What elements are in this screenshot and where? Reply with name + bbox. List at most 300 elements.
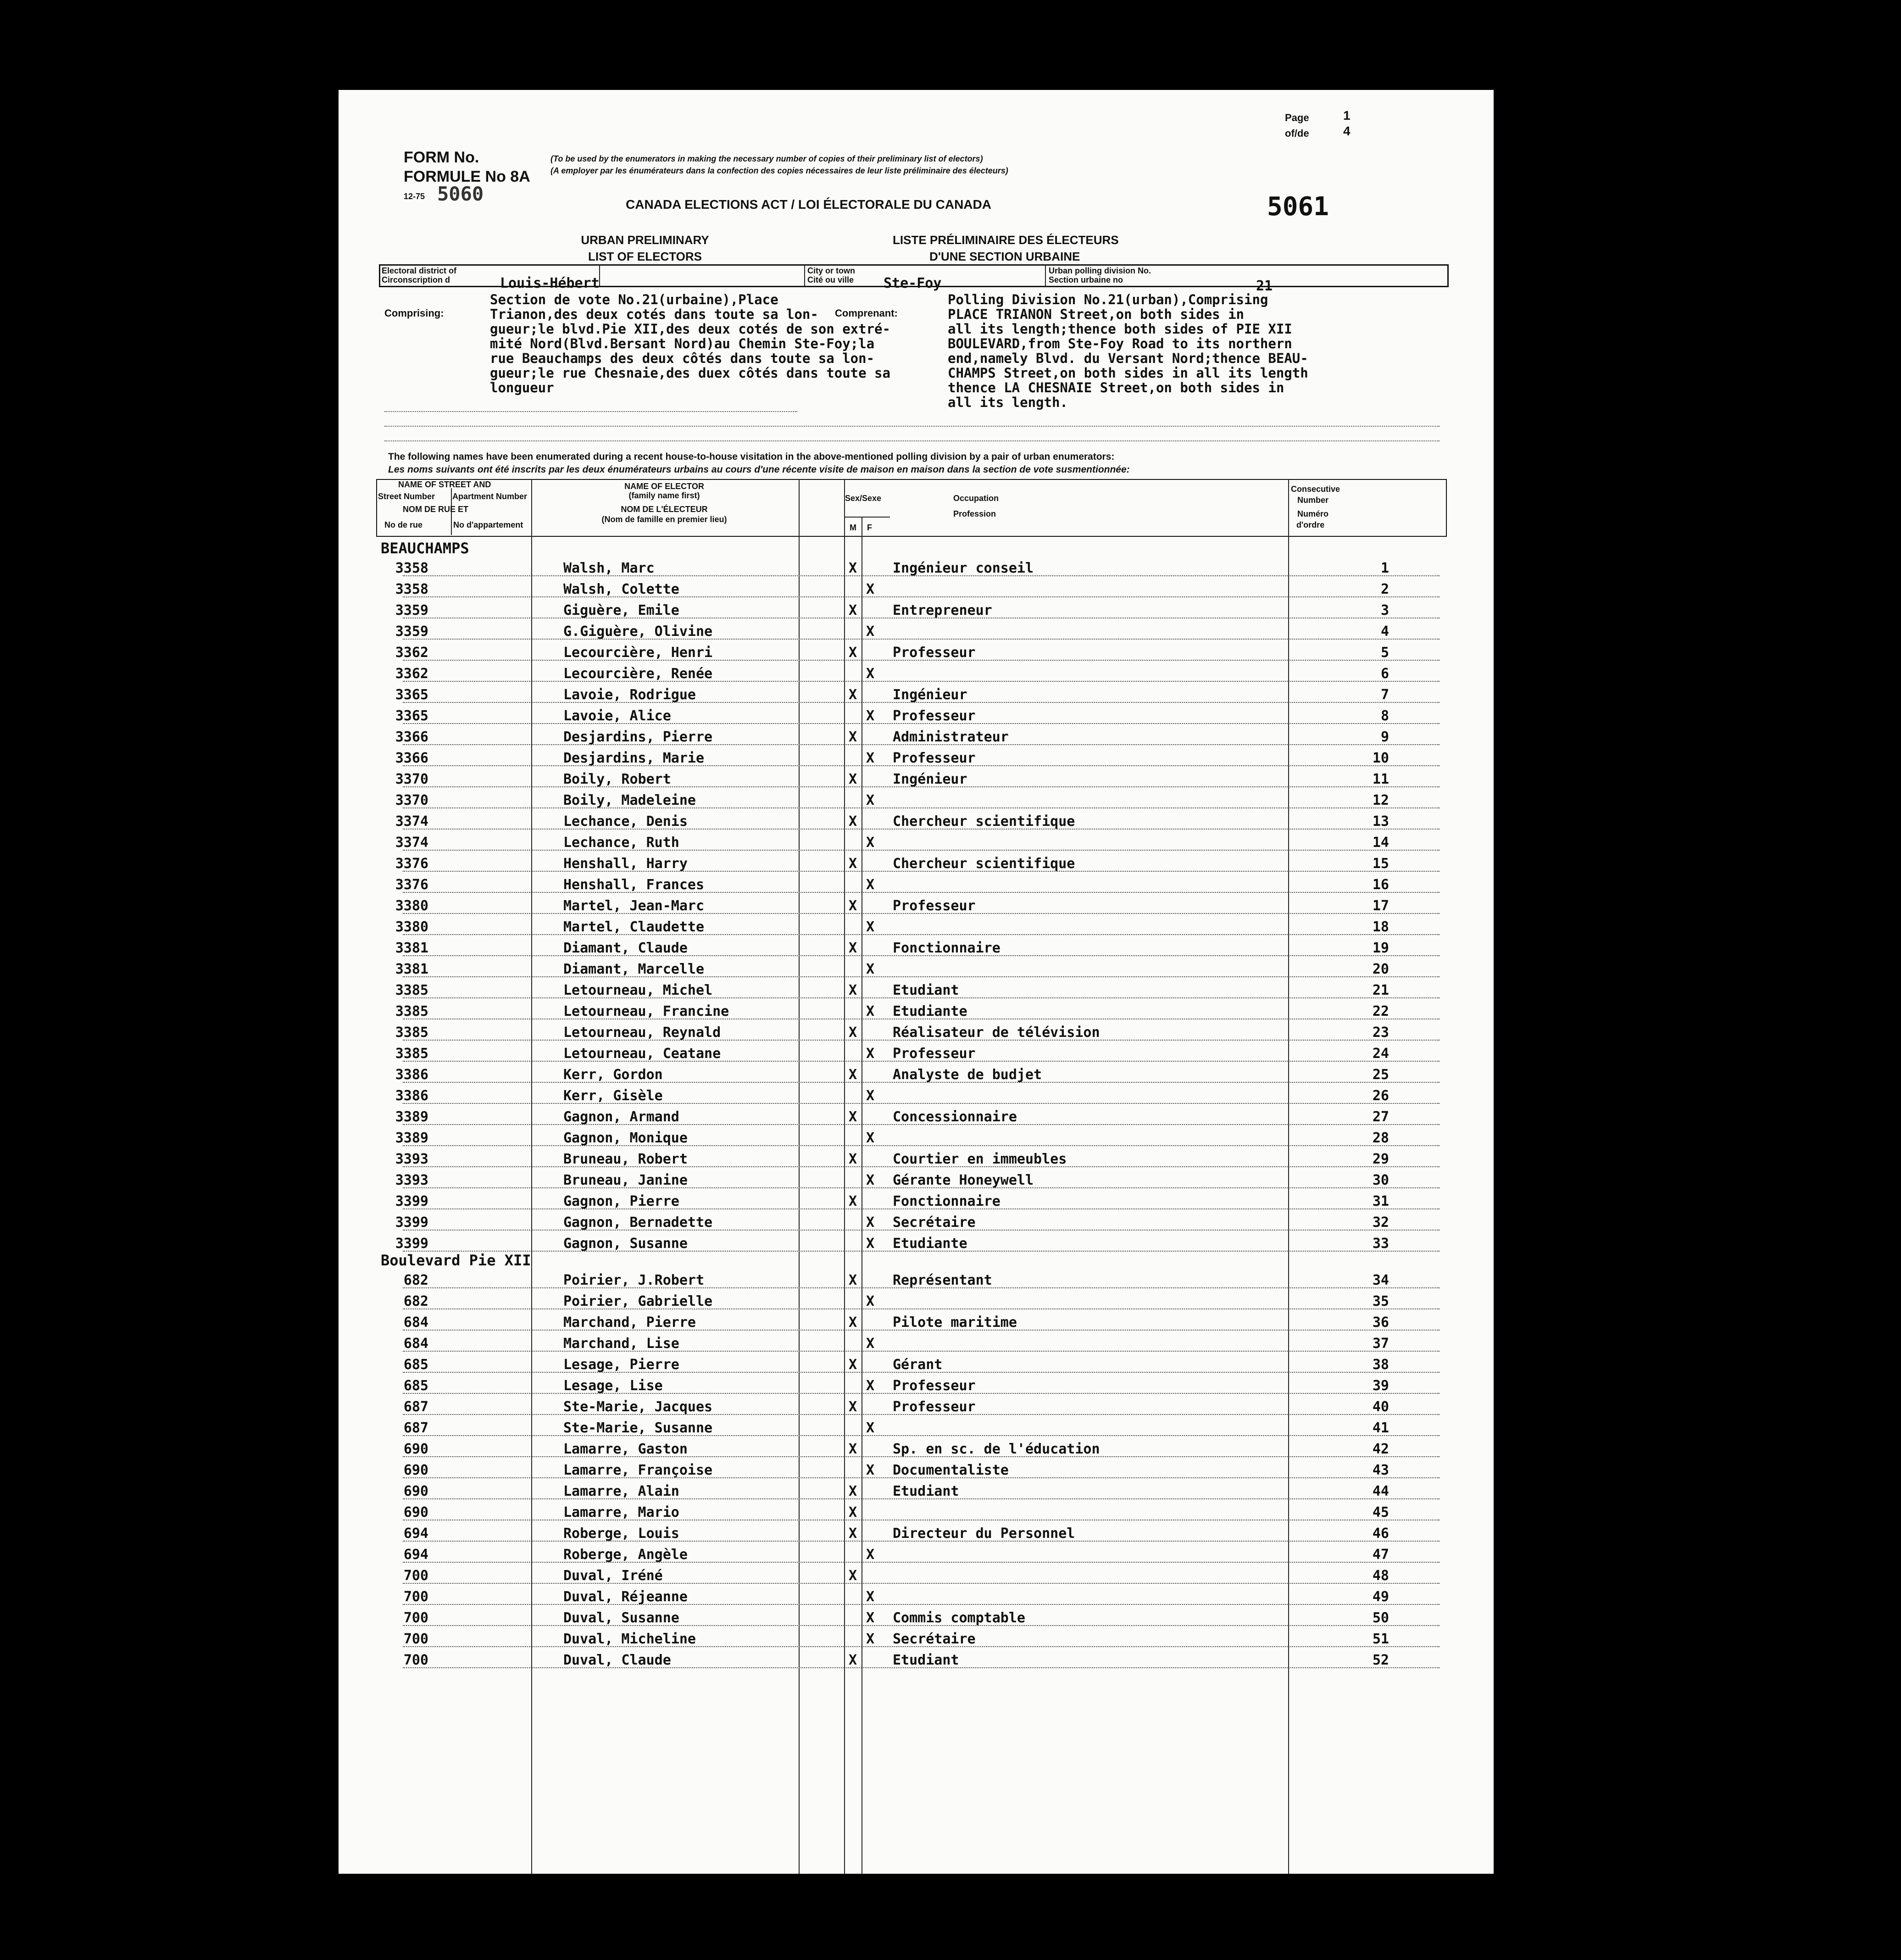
consecutive-number: 8 (1380, 708, 1389, 724)
occupation: Gérant (893, 1357, 943, 1373)
elector-name: Ste-Marie, Susanne (563, 1420, 713, 1436)
street-number: 687 (403, 1420, 428, 1436)
sex-male: X (849, 1652, 857, 1668)
occupation: Etudiante (893, 1236, 967, 1252)
occupation: Administrateur (893, 729, 1009, 745)
elector-name: Desjardins, Pierre (563, 729, 713, 745)
consecutive-number: 50 (1372, 1610, 1389, 1626)
sex-male: X (849, 1151, 857, 1167)
elector-name: Lechance, Denis (563, 813, 688, 830)
table-row (339, 1439, 1494, 1460)
occupation: Chercheur scientifique (893, 856, 1075, 872)
sex-male: X (849, 856, 857, 872)
consecutive-number: 26 (1372, 1088, 1389, 1104)
consecutive-number: 14 (1372, 835, 1389, 851)
table-row (339, 1565, 1494, 1587)
row-divider (403, 997, 1440, 998)
consecutive-number: 39 (1372, 1378, 1389, 1394)
sex-male: X (849, 813, 857, 830)
elector-name: Gagnon, Pierre (563, 1193, 679, 1209)
sex-female: X (866, 1236, 875, 1252)
sex-female: X (866, 1610, 875, 1626)
row-divider (403, 744, 1440, 745)
table-row (339, 1001, 1494, 1022)
form-no-label: FORM No. (404, 149, 479, 166)
occupation: Professeur (893, 708, 976, 724)
street-number: 685 (403, 1357, 428, 1373)
elector-name: Letourneau, Reynald (563, 1025, 721, 1041)
sex-male: X (849, 982, 857, 998)
consecutive-number: 16 (1372, 877, 1389, 893)
consecutive-number: 12 (1372, 792, 1389, 808)
sex-male: X (849, 645, 857, 661)
occupation: Etudiant (893, 1652, 959, 1668)
row-divider (403, 681, 1440, 682)
sex-female: X (866, 1214, 875, 1231)
street-number: 3399 (395, 1214, 428, 1231)
comprising-fr-line: gueur;le blvd.Pie XII,des deux cotés de son extré- (490, 321, 890, 337)
header-profession: Profession (953, 509, 996, 518)
header-sex: Sex/Sexe (845, 494, 882, 503)
elector-name: Walsh, Colette (563, 581, 679, 597)
street-number: 3370 (395, 792, 428, 808)
occupation: Concessionnaire (893, 1109, 1017, 1125)
occupation: Professeur (893, 898, 976, 914)
consecutive-number: 15 (1372, 856, 1389, 872)
elector-name: Duval, Claude (563, 1652, 671, 1668)
table-row (339, 1170, 1494, 1191)
sex-female: X (866, 961, 875, 977)
table-row (339, 1128, 1494, 1149)
street-number: 690 (403, 1504, 428, 1520)
sex-female: X (866, 877, 875, 893)
consecutive-number: 41 (1372, 1420, 1389, 1436)
comprising-fr-line: Section de vote No.21(urbaine),Place (490, 292, 778, 307)
sex-female: X (866, 1547, 875, 1563)
sex-female: X (866, 666, 875, 682)
row-divider (403, 723, 1440, 724)
row-divider (403, 1145, 1440, 1146)
elector-name: Marchand, Pierre (563, 1314, 696, 1331)
sex-male: X (849, 1568, 857, 1584)
sex-female: X (866, 708, 875, 724)
elector-name: Gagnon, Bernadette (563, 1214, 713, 1231)
row-divider (403, 1414, 1440, 1415)
occupation: Secrétaire (893, 1631, 976, 1647)
consecutive-number: 7 (1380, 687, 1389, 703)
elector-name: Boily, Robert (563, 771, 671, 787)
sex-female: X (866, 1003, 875, 1019)
table-row (339, 1270, 1494, 1291)
row-divider (403, 1393, 1440, 1394)
elector-name: Marchand, Lise (563, 1336, 679, 1352)
table-row (339, 1291, 1494, 1312)
table-row (339, 874, 1494, 896)
header-number: Number (1297, 496, 1329, 505)
sex-female: X (866, 1589, 875, 1605)
elector-name: Lamarre, Françoise (563, 1462, 713, 1478)
table-row (339, 1397, 1494, 1418)
consecutive-number: 29 (1372, 1151, 1389, 1167)
table-header (376, 479, 1447, 537)
elector-name: Henshall, Frances (563, 877, 705, 893)
row-divider (403, 660, 1440, 661)
elector-name: Lecourcière, Henri (563, 645, 713, 661)
table-row (339, 1312, 1494, 1333)
row-divider (403, 1230, 1440, 1231)
occupation: Directeur du Personnel (893, 1526, 1075, 1542)
consecutive-number: 10 (1372, 750, 1389, 766)
consecutive-number: 5 (1380, 645, 1389, 661)
header-name-en-sub: (family name first) (628, 491, 700, 500)
table-row (339, 1650, 1494, 1671)
elector-name: Bruneau, Janine (563, 1172, 688, 1188)
note-french: (A employer par les énumérateurs dans la confection des copies nécessaires de leur liste préliminaire des électeurs) (550, 166, 1008, 175)
street-number: 3358 (395, 560, 428, 576)
header-f: F (867, 523, 872, 532)
street-number: 684 (403, 1336, 428, 1352)
elector-name: Lesage, Pierre (563, 1357, 679, 1373)
page-total: 4 (1343, 124, 1351, 138)
elector-name: Lechance, Ruth (563, 835, 679, 851)
occupation: Etudiant (893, 1483, 959, 1499)
table-row (339, 1043, 1494, 1064)
sex-female: X (866, 750, 875, 766)
sex-female: X (866, 1420, 875, 1436)
elector-name: Giguère, Emile (563, 602, 679, 618)
street-number: 3385 (395, 1046, 428, 1062)
comprenant-label: Comprenant: (835, 307, 898, 319)
occupation: Secrétaire (893, 1214, 976, 1231)
sex-female: X (866, 1088, 875, 1104)
city-label-2: Cité ou ville (807, 275, 854, 284)
street-number: 3370 (395, 771, 428, 787)
row-divider (403, 850, 1440, 851)
consecutive-number: 9 (1380, 729, 1389, 745)
row-divider (403, 1456, 1440, 1457)
comprising-fr-line: longueur (490, 380, 554, 395)
sex-female: X (866, 1130, 875, 1146)
sex-female: X (866, 1172, 875, 1188)
elector-name: Gagnon, Monique (563, 1130, 688, 1146)
table-row (339, 1502, 1494, 1523)
row-divider (403, 1351, 1440, 1352)
row-divider (403, 1124, 1440, 1125)
consecutive-number: 45 (1372, 1504, 1389, 1520)
elector-name: Lamarre, Gaston (563, 1441, 688, 1457)
street-number: 694 (403, 1547, 428, 1563)
occupation: Ingénieur (893, 687, 967, 703)
row-divider (403, 1625, 1440, 1626)
act-title: CANADA ELECTIONS ACT / LOI ÉLECTORALE DU CANADA (626, 197, 991, 212)
table-row (339, 1629, 1494, 1650)
consecutive-number: 38 (1372, 1357, 1389, 1373)
sex-male: X (849, 729, 857, 745)
street-heading: BEAUCHAMPS (381, 540, 469, 557)
consecutive-number: 27 (1372, 1109, 1389, 1125)
sex-male: X (849, 1109, 857, 1125)
sex-male: X (849, 1526, 857, 1542)
street-number: 3386 (395, 1067, 428, 1083)
table-row (339, 1587, 1494, 1608)
sex-male: X (849, 1067, 857, 1083)
consecutive-number: 11 (1372, 771, 1389, 787)
table-row (339, 1064, 1494, 1086)
street-number: 682 (403, 1293, 428, 1309)
street-number: 3393 (395, 1172, 428, 1188)
intro-english: The following names have been enumerated during a recent house-to-house visitation in the above-mentioned polling division by a pair of urban enumerators: (388, 451, 1115, 462)
table-row (339, 1375, 1494, 1397)
row-divider (403, 1187, 1440, 1188)
division-label-2: Section urbaine no (1049, 275, 1123, 284)
row-divider (403, 1667, 1440, 1668)
comprising-en-line: all its length. (948, 395, 1068, 410)
row-divider (403, 934, 1440, 935)
table-row (339, 1481, 1494, 1502)
street-number: 690 (403, 1483, 428, 1499)
street-number: 3380 (395, 919, 428, 935)
sex-male: X (849, 687, 857, 703)
elector-name: Lavoie, Rodrigue (563, 687, 696, 703)
elector-name: Lamarre, Mario (563, 1504, 679, 1520)
elector-name: Henshall, Harry (563, 856, 688, 872)
title-english-2: LIST OF ELECTORS (588, 250, 702, 263)
elector-name: Duval, Micheline (563, 1631, 696, 1647)
table-row (339, 1022, 1494, 1043)
row-divider (403, 829, 1440, 830)
table-row (339, 579, 1494, 600)
street-number: 3385 (395, 1003, 428, 1019)
occupation: Documentaliste (893, 1462, 1009, 1478)
row-divider (403, 1082, 1440, 1083)
sex-male: X (849, 1357, 857, 1373)
consecutive-number: 3 (1380, 602, 1389, 618)
table-row (339, 1544, 1494, 1565)
occupation: Professeur (893, 1046, 976, 1062)
sex-female: X (866, 1336, 875, 1352)
sex-male: X (849, 771, 857, 787)
sex-male: X (849, 602, 857, 618)
sex-male: X (849, 1504, 857, 1520)
elector-name: Poirier, J.Robert (563, 1272, 705, 1288)
sex-female: X (866, 1293, 875, 1309)
street-number: 3399 (395, 1193, 428, 1209)
row-divider (403, 702, 1440, 703)
consecutive-number: 19 (1372, 940, 1389, 956)
row-divider (403, 871, 1440, 872)
elector-name: Lesage, Lise (563, 1378, 663, 1394)
elector-name: Boily, Madeleine (563, 792, 696, 808)
table-row (339, 748, 1494, 769)
title-english-1: URBAN PRELIMINARY (581, 233, 709, 247)
elector-name: Bruneau, Robert (563, 1151, 688, 1167)
table-row (339, 1354, 1494, 1375)
table-row (339, 1149, 1494, 1170)
street-number: 3374 (395, 813, 428, 830)
elector-name: Duval, Réjeanne (563, 1589, 688, 1605)
consecutive-number: 44 (1372, 1483, 1389, 1499)
header-street-en: NAME OF STREET AND (398, 480, 491, 489)
row-divider (403, 765, 1440, 766)
page-label: Page (1285, 112, 1309, 123)
consecutive-number: 49 (1372, 1589, 1389, 1605)
sex-female: X (866, 1462, 875, 1478)
street-number: 3380 (395, 898, 428, 914)
consecutive-number: 40 (1372, 1399, 1389, 1415)
note-english: (To be used by the enumerators in making the necessary number of copies of their preliminary list of electors) (550, 154, 983, 163)
sex-female: X (866, 1046, 875, 1062)
sex-male: X (849, 940, 857, 956)
consecutive-number: 2 (1380, 581, 1389, 597)
row-divider (403, 639, 1440, 640)
header-street-number: Street Number (378, 492, 435, 501)
street-number: 700 (403, 1610, 428, 1626)
table-row (339, 1460, 1494, 1481)
table-row (339, 980, 1494, 1001)
form-code: 12-75 (404, 192, 425, 201)
header-name-en: NAME OF ELECTOR (624, 482, 704, 491)
elector-name: Letourneau, Francine (563, 1003, 729, 1019)
header-name-fr-sub: (Nom de famille en premier lieu) (601, 515, 727, 524)
comprising-fr-line: mité Nord(Blvd.Bersant Nord)au Chemin Ste-Foy;la (490, 336, 875, 351)
header-street-fr: NOM DE RUE ET (403, 505, 469, 514)
table-row (339, 1523, 1494, 1544)
table-row (339, 790, 1494, 811)
street-number: 3366 (395, 750, 428, 766)
consecutive-number: 4 (1380, 624, 1389, 640)
street-number: 3399 (395, 1236, 428, 1252)
table-row (339, 896, 1494, 917)
occupation: Ingénieur conseil (893, 560, 1034, 576)
header-ordre: d'ordre (1296, 520, 1325, 529)
consecutive-number: 43 (1372, 1462, 1389, 1478)
row-divider (403, 913, 1440, 914)
street-number: 700 (403, 1652, 428, 1668)
elector-name: Diamant, Marcelle (563, 961, 705, 977)
consecutive-number: 35 (1372, 1293, 1389, 1309)
street-number: 3358 (395, 581, 428, 597)
table-row (339, 853, 1494, 874)
table-row (339, 1608, 1494, 1629)
district-value: Louis-Hébert (500, 275, 600, 291)
intro-french: Les noms suivants ont été inscrits par les deux énumérateurs urbains au cours d'une récente visite de maison en maison dans la section de vote susmentionnée: (388, 464, 1130, 475)
row-divider (403, 1372, 1440, 1373)
header-consecutive: Consecutive (1291, 484, 1340, 494)
occupation: Professeur (893, 750, 976, 766)
occupation: Etudiante (893, 1003, 967, 1019)
city-value: Ste-Foy (884, 275, 942, 291)
row-divider (403, 955, 1440, 956)
district-label-2: Circonscription d (382, 275, 450, 284)
sex-male: X (849, 1441, 857, 1457)
row-divider (403, 1103, 1440, 1104)
street-number: 700 (403, 1631, 428, 1647)
division-label-1: Urban polling division No. (1049, 266, 1151, 275)
row-divider (403, 1646, 1440, 1647)
street-number: 3386 (395, 1088, 428, 1104)
occupation: Représentant (893, 1272, 992, 1288)
header-no-rue: No de rue (384, 520, 423, 529)
street-number: 700 (403, 1589, 428, 1605)
occupation: Pilote maritime (893, 1314, 1017, 1331)
sex-female: X (866, 792, 875, 808)
elector-name: Letourneau, Michel (563, 982, 713, 998)
comprising-en-line: BOULEVARD,from Ste-Foy Road to its northern (948, 336, 1292, 351)
street-number: 3359 (395, 624, 428, 640)
page-of-label: of/de (1285, 128, 1309, 139)
table-row (339, 1107, 1494, 1128)
occupation: Sp. en sc. de l'éducation (893, 1441, 1100, 1457)
sex-male: X (849, 1025, 857, 1041)
comprising-fr-line: Trianon,des deux cotés dans toute sa lon- (490, 306, 818, 322)
row-divider (403, 1287, 1440, 1288)
elector-name: Ste-Marie, Jacques (563, 1399, 713, 1415)
street-number: 3385 (395, 1025, 428, 1041)
row-divider (403, 1061, 1440, 1062)
occupation: Réalisateur de télévision (893, 1025, 1100, 1041)
street-number: 3381 (395, 961, 428, 977)
document-number: 5061 (1267, 192, 1329, 222)
consecutive-number: 46 (1372, 1526, 1389, 1542)
street-number: 700 (403, 1568, 428, 1584)
table-row (339, 959, 1494, 980)
sex-female: X (866, 624, 875, 640)
consecutive-number: 20 (1372, 961, 1389, 977)
consecutive-number: 34 (1372, 1272, 1389, 1288)
elector-name: Diamant, Claude (563, 940, 688, 956)
occupation: Etudiant (893, 982, 959, 998)
row-divider (403, 1562, 1440, 1563)
occupation: Chercheur scientifique (893, 813, 1075, 830)
comprising-en-line: PLACE TRIANON Street,on both sides in (948, 306, 1245, 322)
street-number: 685 (403, 1378, 428, 1394)
elector-name: Lecourcière, Renée (563, 666, 713, 682)
comprising-en-line: CHAMPS Street,on both sides in all its length (948, 365, 1308, 381)
row-divider (403, 1541, 1440, 1542)
occupation: Commis comptable (893, 1610, 1025, 1626)
elector-name: Duval, Susanne (563, 1610, 679, 1626)
elector-name: Poirier, Gabrielle (563, 1293, 713, 1309)
street-number: 694 (403, 1526, 428, 1542)
occupation: Fonctionnaire (893, 940, 1001, 956)
street-number: 3362 (395, 645, 428, 661)
header-apartment-number: Apartment Number (452, 492, 528, 501)
header-occupation: Occupation (953, 494, 999, 503)
form-page (339, 90, 1494, 1874)
consecutive-number: 21 (1372, 982, 1389, 998)
header-no-apt: No d'appartement (453, 520, 523, 529)
consecutive-number: 17 (1372, 898, 1389, 914)
table-row (339, 1086, 1494, 1107)
table-row (339, 832, 1494, 853)
comprising-en-line: all its length;thence both sides of PIE XII (948, 321, 1292, 337)
form-stamp: 5060 (437, 183, 484, 205)
table-row (339, 917, 1494, 938)
comprising-en-line: thence LA CHESNAIE Street,on both sides in (948, 380, 1284, 395)
consecutive-number: 42 (1372, 1441, 1389, 1457)
street-number: 690 (403, 1441, 428, 1457)
street-number: 3376 (395, 877, 428, 893)
consecutive-number: 6 (1380, 666, 1389, 682)
consecutive-number: 48 (1372, 1568, 1389, 1584)
table-row (339, 811, 1494, 832)
row-divider (403, 1040, 1440, 1041)
row-divider (403, 1251, 1440, 1252)
elector-name: Walsh, Marc (563, 560, 655, 576)
street-number: 3381 (395, 940, 428, 956)
consecutive-number: 32 (1372, 1214, 1389, 1231)
title-french-2: D'UNE SECTION URBAINE (929, 250, 1080, 263)
